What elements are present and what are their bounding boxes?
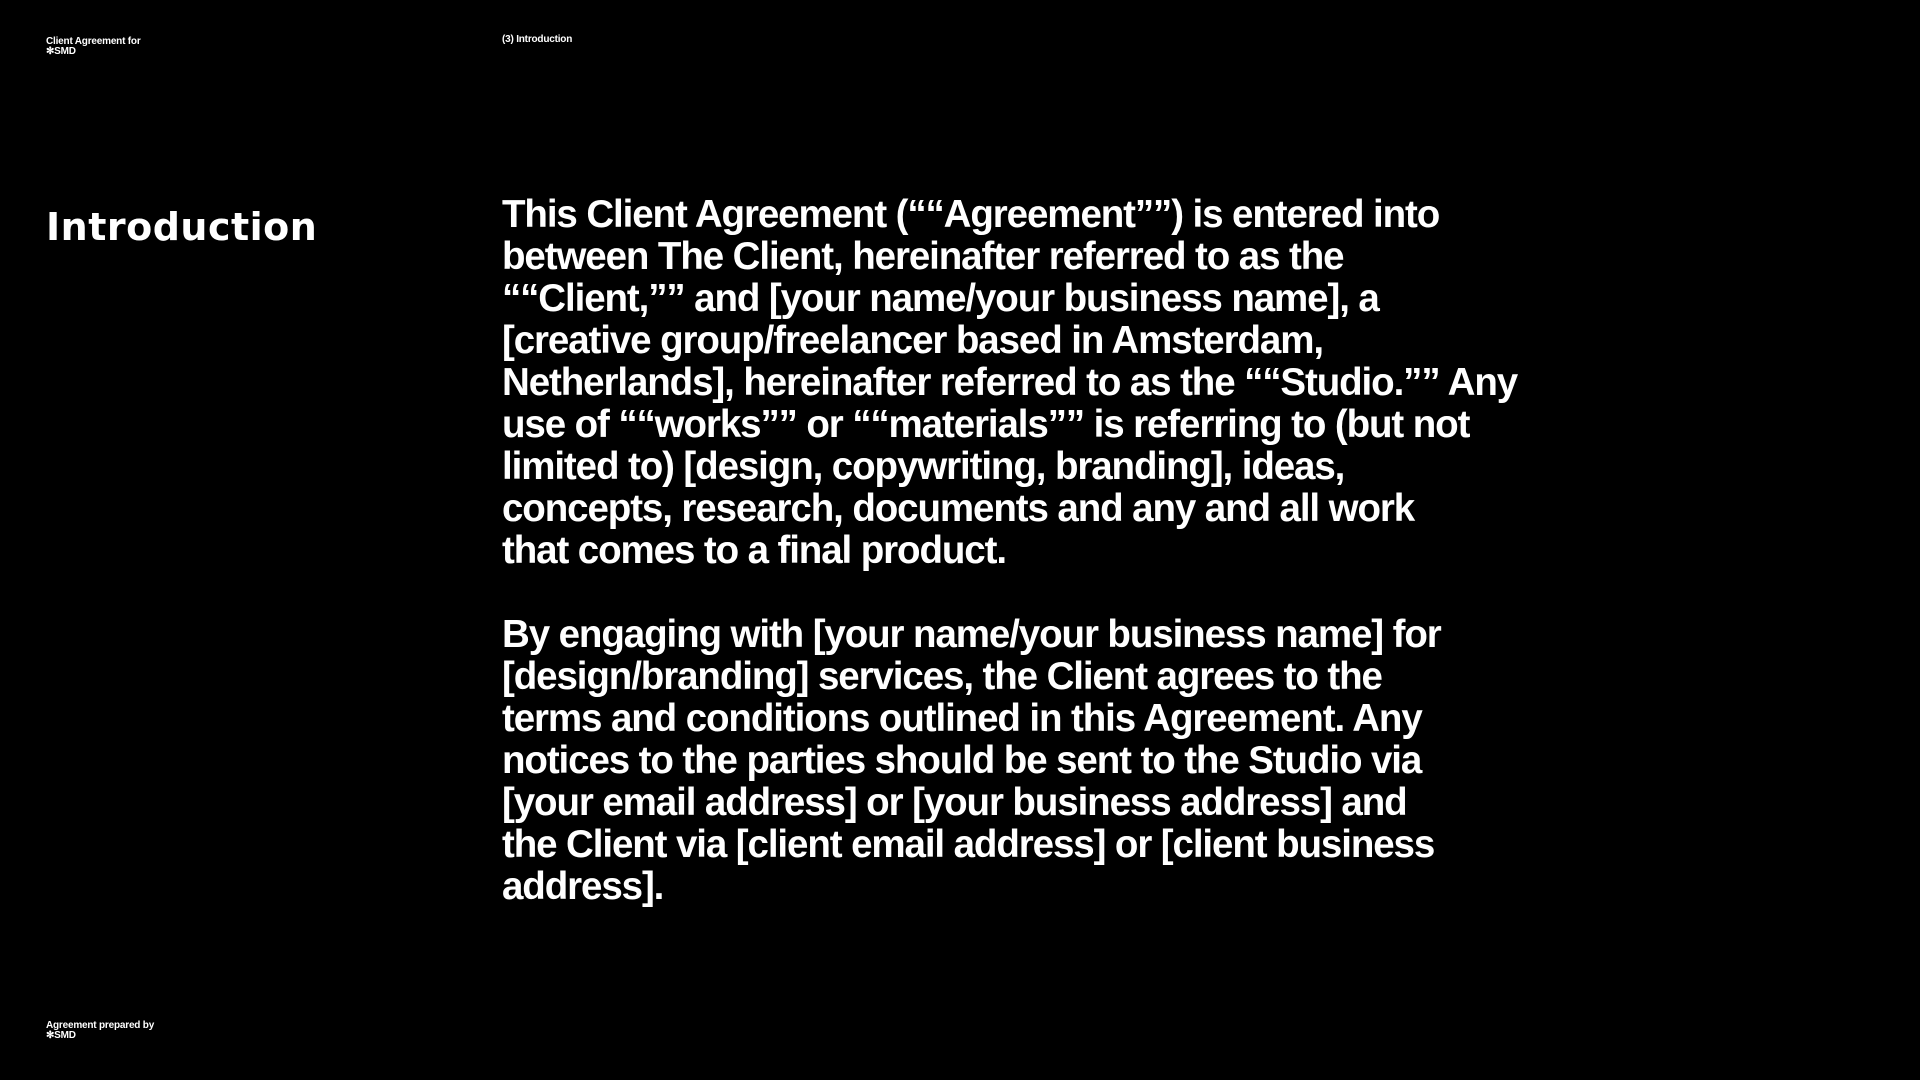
section-label: (3) Introduction bbox=[502, 34, 573, 45]
intro-paragraph bbox=[502, 193, 1518, 572]
paragraph-line: By engaging with [your name/your business name] for bbox=[502, 613, 1441, 656]
paragraph-line: [your email address] or [your business address] and bbox=[502, 781, 1407, 824]
document-title-line: Client Agreement for bbox=[46, 36, 141, 47]
document-title-brand: ✻SMD bbox=[46, 46, 76, 57]
paragraph-line: the Client via [client email address] or [client business bbox=[502, 823, 1435, 866]
agreement-body bbox=[502, 193, 1518, 908]
prepared-by-brand: ✻SMD bbox=[46, 1030, 76, 1041]
paragraph-line: terms and conditions outlined in this Agreement. Any bbox=[502, 697, 1422, 740]
paragraph-line: that comes to a final product. bbox=[502, 529, 1006, 572]
prepared-by bbox=[46, 1021, 154, 1041]
paragraph-line: use of ““works”” or ““materials”” is referring to (but not bbox=[502, 403, 1470, 446]
paragraph-line: between The Client, hereinafter referred to as the bbox=[502, 235, 1344, 278]
paragraph-line: address]. bbox=[502, 865, 664, 908]
engagement-paragraph bbox=[502, 614, 1482, 908]
paragraph-line: [design/branding] services, the Client agrees to the bbox=[502, 655, 1382, 698]
document-title bbox=[46, 37, 141, 57]
paragraph-line: Netherlands], hereinafter referred to as the ““Studio.”” Any bbox=[502, 361, 1518, 404]
prepared-by-label: Agreement prepared by bbox=[46, 1020, 155, 1031]
paragraph-line: notices to the parties should be sent to the Studio via bbox=[502, 739, 1422, 782]
paragraph-line: limited to) [design, copywriting, branding], ideas, bbox=[502, 445, 1345, 488]
section-title: Introduction bbox=[46, 205, 318, 249]
paragraph-line: This Client Agreement (““Agreement””) is entered into bbox=[502, 193, 1440, 236]
paragraph-line: [creative group/freelancer based in Amsterdam, bbox=[502, 319, 1323, 362]
paragraph-line: ““Client,”” and [your name/your business name], a bbox=[502, 277, 1379, 320]
paragraph-line: concepts, research, documents and any and all work bbox=[502, 487, 1415, 530]
